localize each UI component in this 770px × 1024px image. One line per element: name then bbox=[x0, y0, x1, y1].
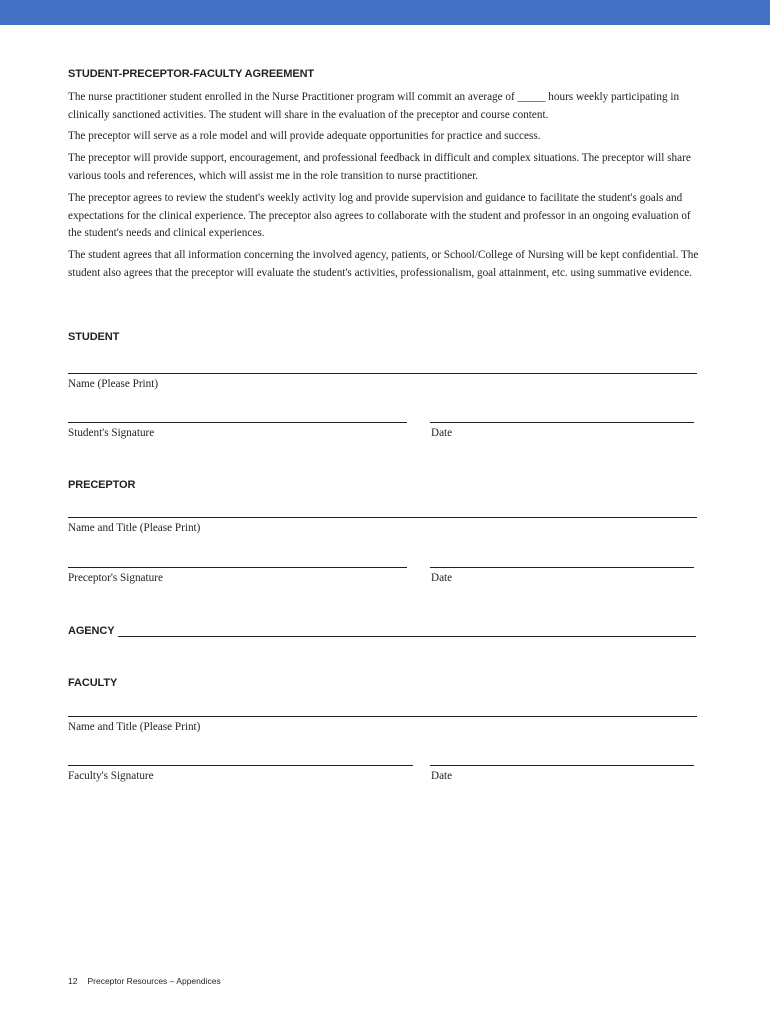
student-heading: STUDENT bbox=[68, 331, 120, 343]
faculty-name-label: Name and Title (Please Print) bbox=[68, 721, 201, 733]
paragraph-role-model: The preceptor will serve as a role model and will provide adequate opportunities for practice and success. bbox=[68, 130, 541, 142]
paragraph-support: The preceptor will provide support, encouragement, and professional feedback in difficult and complex situations. The preceptor will share various tools and references, which will assist me in the role transition to nurse practitioner. bbox=[68, 152, 691, 182]
student-name-label: Name (Please Print) bbox=[68, 378, 159, 390]
preceptor-name-label: Name and Title (Please Print) bbox=[68, 522, 201, 534]
preceptor-heading: PRECEPTOR bbox=[68, 479, 136, 491]
preceptor-signature-line[interactable] bbox=[68, 567, 407, 568]
page-number: 12 bbox=[68, 976, 78, 986]
preceptor-signature-label: Preceptor's Signature bbox=[68, 572, 163, 584]
paragraph-activity-log: The preceptor agrees to review the student's weekly activity log and provide supervision and guidance to facilitate the student's goals and expectations for the clinical experience. The preceptor also agrees to collaborate with the student and professor in an ongoing evaluation of the student's needs and clinical experiences. bbox=[68, 192, 691, 239]
student-name-line[interactable] bbox=[68, 373, 697, 374]
footer-text: Preceptor Resources – Appendices bbox=[87, 976, 221, 986]
paragraph-confidentiality: The student agrees that all information concerning the involved agency, patients, or School/College of Nursing will be kept confidential. The student also agrees that the preceptor will evaluate the student's activities, professionalism, goal attainment, etc. using summative evidence. bbox=[68, 249, 699, 279]
faculty-signature-label: Faculty's Signature bbox=[68, 770, 154, 782]
student-date-label: Date bbox=[431, 427, 453, 439]
agreement-title: STUDENT-PRECEPTOR-FACULTY AGREEMENT bbox=[68, 68, 315, 80]
agency-line[interactable] bbox=[118, 636, 696, 637]
faculty-signature-line[interactable] bbox=[68, 765, 413, 766]
page-footer bbox=[68, 976, 221, 986]
preceptor-date-line[interactable] bbox=[430, 567, 694, 568]
student-signature-line[interactable] bbox=[68, 422, 407, 423]
faculty-date-label: Date bbox=[431, 770, 453, 782]
header-band bbox=[0, 0, 770, 25]
faculty-date-line[interactable] bbox=[430, 765, 694, 766]
student-signature-label: Student's Signature bbox=[68, 427, 155, 439]
faculty-name-line[interactable] bbox=[68, 716, 697, 717]
agency-heading: AGENCY bbox=[68, 625, 115, 637]
paragraph-hours-commitment: The nurse practitioner student enrolled in the Nurse Practitioner program will commit an average of _____ hours weekly participating in clinically sanctioned activities. The student will share in the evaluation of the preceptor and course content. bbox=[68, 91, 680, 121]
preceptor-date-label: Date bbox=[431, 572, 453, 584]
student-date-line[interactable] bbox=[430, 422, 694, 423]
preceptor-name-line[interactable] bbox=[68, 517, 697, 518]
faculty-heading: FACULTY bbox=[68, 677, 118, 689]
